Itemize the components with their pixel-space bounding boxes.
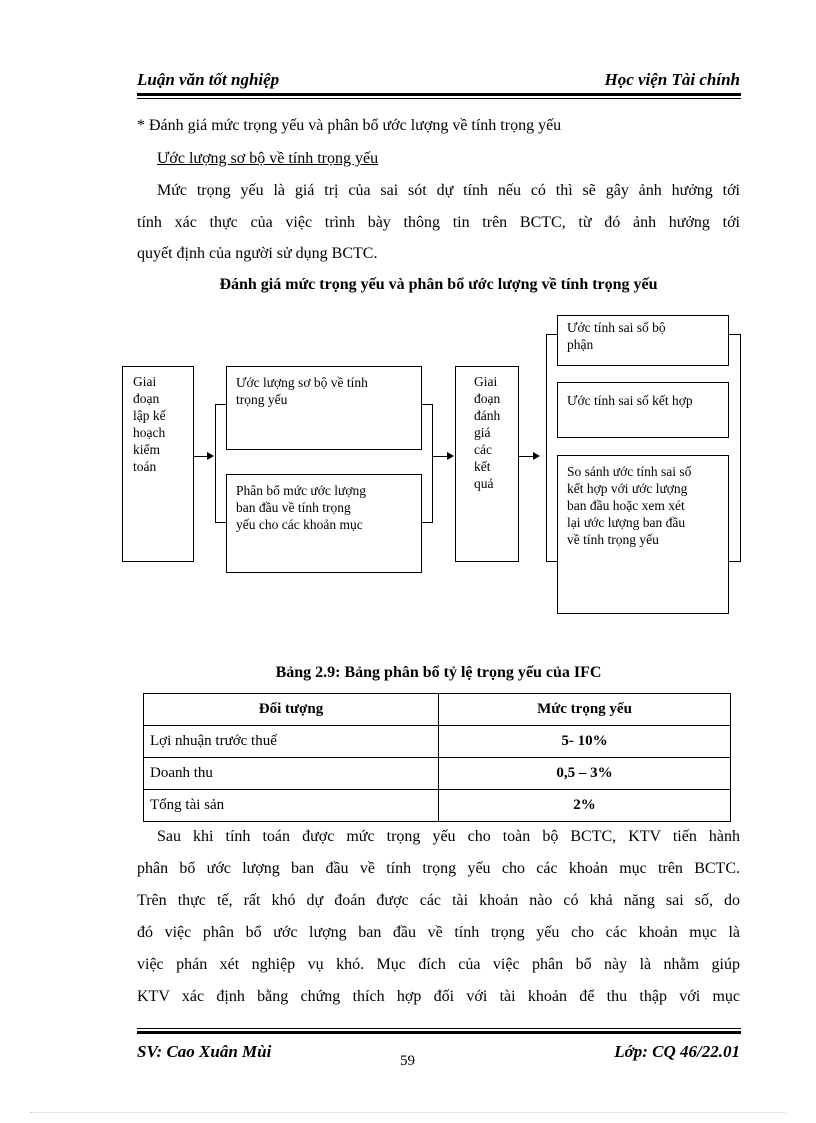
header-right: Học viện Tài chính xyxy=(604,70,740,89)
para2-line: Sau khi tính toán được mức trọng yếu cho toàn bộ BCTC, KTV tiến hành xyxy=(157,828,740,845)
table-row xyxy=(144,726,731,758)
diagram-title: Đánh giá mức trọng yếu và phân bổ ước lượng về tính trọng yếu xyxy=(219,276,658,293)
estimate-prelim-box: Ước lượng sơ bộ về tính trọng yếu xyxy=(226,366,422,450)
para2-line: việc phán xét nghiệp vụ khó. Mục đích của việc phân bổ này là nhằm giúp xyxy=(137,956,740,973)
arrow-icon xyxy=(207,452,214,460)
page-number: 59 xyxy=(400,1053,415,1069)
header-rule-thick xyxy=(137,93,741,96)
combined-error-box: Ước tính sai số kết hợp xyxy=(557,382,729,438)
section-subheading: Ước lượng sơ bộ về tính trọng yếu xyxy=(157,150,379,167)
table-caption: Bảng 2.9: Bảng phân bổ tỷ lệ trọng yếu của IFC xyxy=(275,664,602,681)
allocation-box: Phân bổ mức ước lượng ban đầu về tính trọng yếu cho các khoản mục xyxy=(226,474,422,573)
header-left: Luận văn tốt nghiệp xyxy=(137,70,280,89)
section-heading: * Đánh giá mức trọng yếu và phân bổ ước lượng về tính trọng yếu xyxy=(137,117,562,134)
table-cell: Doanh thu xyxy=(144,758,439,790)
header-rule-thin xyxy=(137,98,741,99)
table-row xyxy=(144,758,731,790)
para1-line: quyết định của người sử dụng BCTC. xyxy=(137,245,378,262)
table-cell: Tổng tài sản xyxy=(144,790,439,822)
para1-line: Mức trọng yếu là giá trị của sai sót dự tính nếu có thì sẽ gây ảnh hưởng tới xyxy=(157,182,740,199)
table-header-cell: Đối tượng xyxy=(144,694,439,726)
para1-line: tính xác thực của việc trình bày thông tin trên BCTC, từ đó ảnh hưởng tới xyxy=(137,214,740,231)
stage-planning-box: Giai đoạn lập kế hoạch kiểm toán xyxy=(122,366,194,562)
stage-evaluation-box: Giai đoạn đánh giá các kết quả xyxy=(455,366,519,562)
bracket-left-results xyxy=(546,334,547,562)
footer-rule-thin xyxy=(137,1028,741,1029)
arrow-icon xyxy=(447,452,454,460)
para2-line: đó việc phân bổ ước lượng ban đầu về tính trọng yếu cho các khoản mục là xyxy=(137,924,740,941)
table-header-cell: Mức trọng yếu xyxy=(439,694,731,726)
bracket-right-results xyxy=(740,334,741,562)
comparison-box: So sánh ước tính sai số kết hợp với ước lượng ban đầu hoặc xem xét lại ước lượng ban đầu về tính trọng yếu xyxy=(557,455,729,614)
footer-class: Lớp: CQ 46/22.01 xyxy=(614,1042,740,1061)
footer-rule-thick xyxy=(137,1031,741,1034)
bottom-dotted-line xyxy=(30,1112,786,1113)
table-cell: 5- 10% xyxy=(439,726,731,758)
table-cell: 2% xyxy=(439,790,731,822)
para2-line: KTV xác định bằng chứng thích hợp đối với tài khoản để thu thập với mục xyxy=(137,988,740,1005)
bracket-right xyxy=(432,404,433,523)
para2-line: phân bổ ước lượng ban đầu về tính trọng yếu cho các khoản mục trên BCTC. xyxy=(137,860,740,877)
materiality-table xyxy=(143,693,731,822)
table-row xyxy=(144,790,731,822)
table-cell: Lợi nhuận trước thuế xyxy=(144,726,439,758)
table-cell: 0,5 – 3% xyxy=(439,758,731,790)
component-error-box: Ước tính sai số bộ phận xyxy=(557,315,729,366)
table-header-row xyxy=(144,694,731,726)
arrow-icon xyxy=(533,452,540,460)
footer-student: SV: Cao Xuân Mùi xyxy=(137,1042,272,1061)
bracket-left xyxy=(215,404,216,523)
para2-line: Trên thực tế, rất khó dự đoán được các tài khoản nào có khả năng sai số, do xyxy=(137,892,740,909)
